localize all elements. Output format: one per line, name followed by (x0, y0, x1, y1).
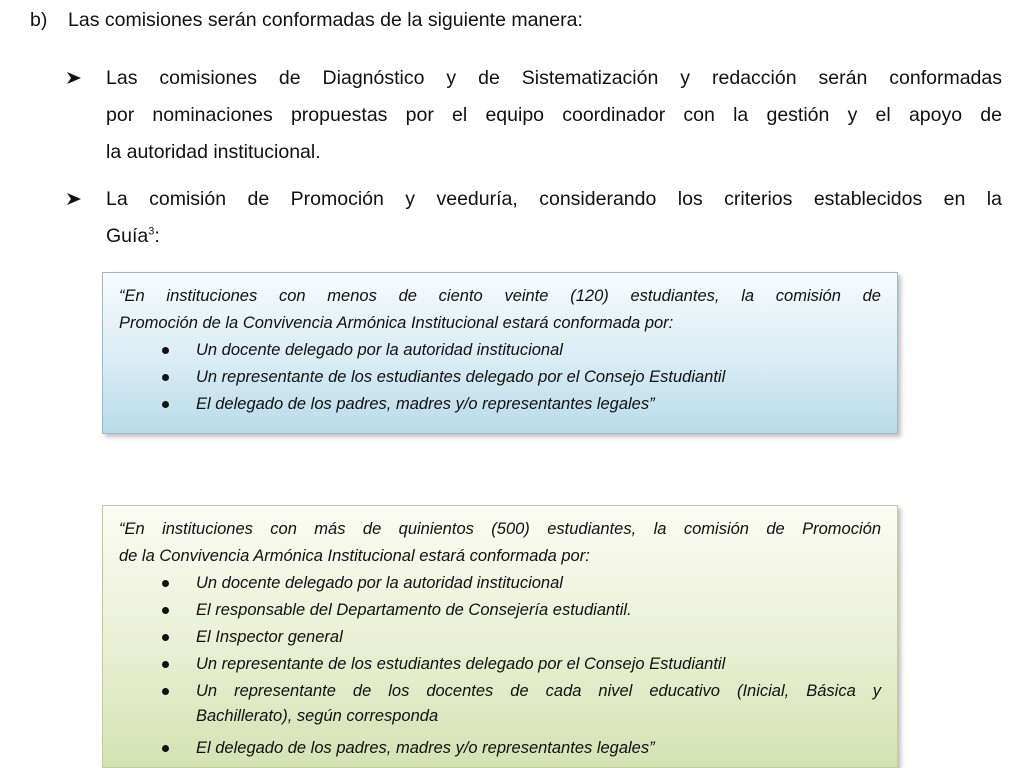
list-item: El delegado de los padres, madres y/o representantes legales” (119, 391, 881, 418)
quote-large-list (119, 570, 881, 762)
filled-circle-bullet-icon (162, 580, 169, 587)
section-marker: b) (30, 9, 48, 31)
filled-circle-bullet-icon (162, 401, 169, 408)
bullet-item-promocion (66, 181, 1002, 255)
bullet-2-line-1: La comisión de Promoción y veeduría, considerando los criterios establecidos en la (106, 188, 1002, 210)
section-heading-text: Las comisiones serán conformadas de la siguiente manera: (68, 9, 583, 31)
arrowhead-bullet-icon (66, 181, 86, 217)
list-item: Un representante de los docentes de cada nivel educativo (Inicial, Básica y Bachillerato), según corresponda (119, 678, 881, 729)
list-item: Un docente delegado por la autoridad institucional (119, 337, 881, 364)
quote-box-large-institutions (102, 505, 898, 768)
filled-circle-bullet-icon (162, 607, 169, 614)
quote-small-intro-2: Promoción de la Convivencia Armónica Institucional estará conformada por: (119, 314, 674, 332)
quote-large-intro-1: “En instituciones con más de quinientos (500) estudiantes, la comisión de Promoción (119, 520, 881, 538)
bullet-1-line-1: Las comisiones de Diagnóstico y de Sistematización y redacción serán conformadas (106, 67, 1002, 89)
bullet-1-line-2: por nominaciones propuestas por el equipo coordinador con la gestión y el apoyo de (106, 104, 1002, 126)
bullet-item-diagnostico (66, 60, 1002, 171)
filled-circle-bullet-icon (162, 688, 169, 695)
guia-word: Guía (106, 225, 149, 247)
footnote-ref[interactable]: 3 (148, 225, 155, 238)
list-item: El Inspector general (119, 624, 881, 651)
list-item: Un representante de los estudiantes delegado por el Consejo Estudiantil (119, 651, 881, 678)
filled-circle-bullet-icon (162, 347, 169, 354)
list-item: Un docente delegado por la autoridad institucional (119, 570, 881, 597)
bullet-2-line-2 (106, 218, 1002, 255)
section-heading (30, 6, 583, 34)
quote-small-intro-1: “En instituciones con menos de ciento veinte (120) estudiantes, la comisión de (119, 287, 881, 305)
quote-large-intro-2: de la Convivencia Armónica Institucional estará conformada por: (119, 547, 590, 565)
list-item: El responsable del Departamento de Consejería estudiantil. (119, 597, 881, 624)
arrowhead-bullet-icon (66, 60, 86, 96)
quote-box-small-institutions (102, 272, 898, 434)
list-item: Un representante de los estudiantes delegado por el Consejo Estudiantil (119, 364, 881, 391)
filled-circle-bullet-icon (162, 661, 169, 668)
filled-circle-bullet-icon (162, 374, 169, 381)
filled-circle-bullet-icon (162, 634, 169, 641)
guia-colon: : (154, 225, 160, 247)
filled-circle-bullet-icon (162, 745, 169, 752)
bullet-1-line-3: la autoridad institucional. (106, 141, 321, 163)
list-item: El delegado de los padres, madres y/o representantes legales” (119, 735, 881, 762)
quote-small-list (119, 337, 881, 418)
